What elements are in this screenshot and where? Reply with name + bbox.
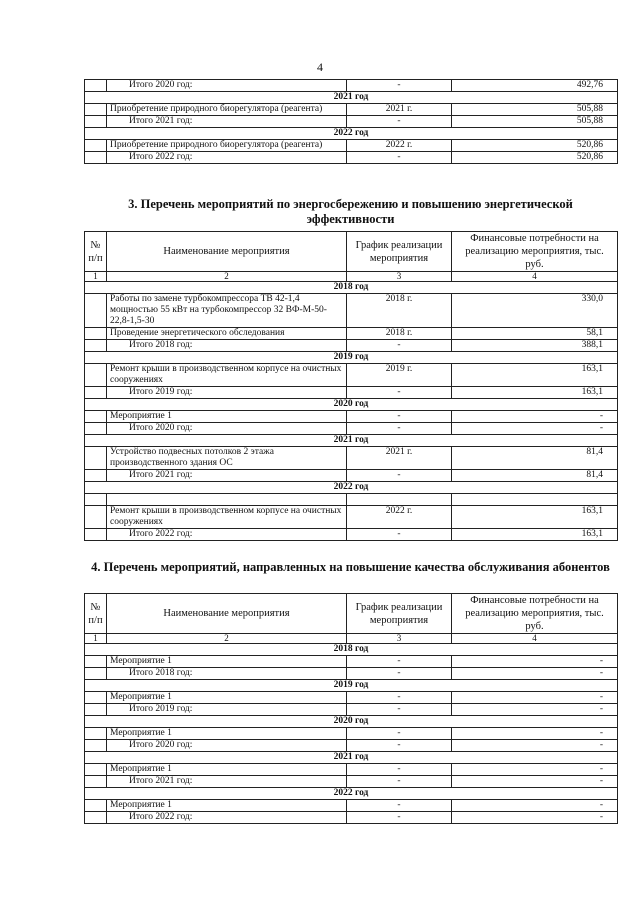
year-header-row [85, 644, 618, 656]
header-num: № п/п [85, 232, 107, 272]
schedule-cell: - [347, 470, 452, 482]
schedule-cell: - [347, 692, 452, 704]
num-cell [85, 704, 107, 716]
year-label: 2022 год [85, 128, 618, 140]
item-name: Проведение энергетического обследования [107, 328, 347, 340]
total-label: Итого 2021 год: [107, 116, 347, 128]
amount-cell: 505,88 [452, 104, 618, 116]
item-name: Мероприятие 1 [107, 411, 347, 423]
amount-cell: 492,76 [452, 80, 618, 92]
total-label: Итого 2022 год: [107, 529, 347, 541]
num-cell [85, 506, 107, 529]
schedule-cell: - [347, 340, 452, 352]
schedule-cell: - [347, 656, 452, 668]
amount-cell: 58,1 [452, 328, 618, 340]
item-row [85, 800, 618, 812]
item-row [85, 364, 618, 387]
index-1: 1 [85, 634, 107, 644]
schedule-cell: - [347, 764, 452, 776]
num-cell [85, 740, 107, 752]
schedule-cell: - [347, 529, 452, 541]
item-row [85, 764, 618, 776]
item-name: Ремонт крыши в производственном корпусе на очистных сооружениях [107, 364, 347, 387]
total-label: Итого 2020 год: [107, 80, 347, 92]
num-cell [85, 104, 107, 116]
num-cell [85, 494, 107, 506]
year-header-row [85, 716, 618, 728]
schedule-cell: - [347, 800, 452, 812]
item-name: Работы по замене турбокомпрессора ТВ 42-1,4 мощностью 55 кВт на турбокомпрессор 32 ВФ-М-50-22,8-1,5-30 [107, 294, 347, 328]
item-row [85, 294, 618, 328]
year-header-row [85, 352, 618, 364]
amount-cell: 163,1 [452, 529, 618, 541]
header-finance: Финансовые потребности на реализацию мероприятия, тыс. руб. [452, 594, 618, 634]
schedule-cell: - [347, 411, 452, 423]
index-3: 3 [347, 272, 452, 282]
amount-cell: - [452, 692, 618, 704]
year-label: 2018 год [85, 282, 618, 294]
item-name: Приобретение природного биорегулятора (реагента) [107, 140, 347, 152]
year-header-row [85, 282, 618, 294]
schedule-cell: - [347, 387, 452, 399]
item-name: Мероприятие 1 [107, 692, 347, 704]
schedule-cell: 2019 г. [347, 364, 452, 387]
item-name: Мероприятие 1 [107, 728, 347, 740]
num-cell [85, 423, 107, 435]
schedule-cell: - [347, 80, 452, 92]
column-index-row [85, 272, 618, 282]
header-name: Наименование мероприятия [107, 594, 347, 634]
num-cell [85, 411, 107, 423]
amount-cell: - [452, 704, 618, 716]
item-name: Мероприятие 1 [107, 764, 347, 776]
table-header-row [85, 232, 618, 272]
amount-cell: - [452, 656, 618, 668]
year-label: 2018 год [85, 644, 618, 656]
amount-cell: - [452, 740, 618, 752]
item-row [85, 104, 618, 116]
schedule-cell: 2018 г. [347, 294, 452, 328]
energy-saving-table [84, 231, 618, 541]
total-row [85, 80, 618, 92]
header-schedule: График реализации мероприятия [347, 232, 452, 272]
total-row [85, 340, 618, 352]
header-num: № п/п [85, 594, 107, 634]
item-row [85, 656, 618, 668]
amount-cell: - [452, 411, 618, 423]
num-cell [85, 692, 107, 704]
year-header-row [85, 435, 618, 447]
year-label: 2020 год [85, 716, 618, 728]
total-label: Итого 2021 год: [107, 470, 347, 482]
item-row [85, 328, 618, 340]
num-cell [85, 812, 107, 824]
amount-cell: 388,1 [452, 340, 618, 352]
schedule-cell: - [347, 728, 452, 740]
year-header-row [85, 788, 618, 800]
header-finance: Финансовые потребности на реализацию мероприятия, тыс. руб. [452, 232, 618, 272]
year-header-row [85, 128, 618, 140]
item-name: Устройство подвесных потолков 2 этажа производственного здания ОС [107, 447, 347, 470]
num-cell [85, 529, 107, 541]
total-row [85, 776, 618, 788]
header-name: Наименование мероприятия [107, 232, 347, 272]
schedule-cell: 2021 г. [347, 447, 452, 470]
num-cell [85, 294, 107, 328]
top-continuation-table [84, 79, 618, 164]
section-3-title: 3. Перечень мероприятий по энергосбережению и повышению энергетической эффективности [128, 197, 573, 226]
amount-cell: - [452, 800, 618, 812]
num-cell [85, 80, 107, 92]
amount-cell [452, 494, 618, 506]
schedule-cell: - [347, 812, 452, 824]
item-name: Приобретение природного биорегулятора (реагента) [107, 104, 347, 116]
total-row [85, 116, 618, 128]
num-cell [85, 340, 107, 352]
total-label: Итого 2022 год: [107, 152, 347, 164]
num-cell [85, 364, 107, 387]
top-table-body [85, 80, 618, 164]
total-label: Итого 2020 год: [107, 740, 347, 752]
num-cell [85, 764, 107, 776]
schedule-cell: 2018 г. [347, 328, 452, 340]
section-4-body [85, 644, 618, 824]
schedule-cell: - [347, 152, 452, 164]
total-row [85, 423, 618, 435]
year-label: 2021 год [85, 92, 618, 104]
schedule-cell [347, 494, 452, 506]
amount-cell: 81,4 [452, 447, 618, 470]
total-label: Итого 2022 год: [107, 812, 347, 824]
total-row [85, 668, 618, 680]
name-cell [107, 494, 347, 506]
num-cell [85, 140, 107, 152]
year-label: 2021 год [85, 752, 618, 764]
item-name: Мероприятие 1 [107, 800, 347, 812]
item-name: Ремонт крыши в производственном корпусе на очистных сооружениях [107, 506, 347, 529]
total-label: Итого 2021 год: [107, 776, 347, 788]
total-label: Итого 2019 год: [107, 704, 347, 716]
num-cell [85, 800, 107, 812]
schedule-cell: - [347, 776, 452, 788]
amount-cell: - [452, 776, 618, 788]
total-row [85, 152, 618, 164]
schedule-cell: - [347, 423, 452, 435]
amount-cell: 330,0 [452, 294, 618, 328]
num-cell [85, 387, 107, 399]
total-label: Итого 2019 год: [107, 387, 347, 399]
year-label: 2020 год [85, 399, 618, 411]
total-row [85, 387, 618, 399]
num-cell [85, 668, 107, 680]
item-row [85, 506, 618, 529]
total-label: Итого 2020 год: [107, 423, 347, 435]
amount-cell: 163,1 [452, 364, 618, 387]
amount-cell: 81,4 [452, 470, 618, 482]
index-4: 4 [452, 634, 618, 644]
total-label: Итого 2018 год: [107, 668, 347, 680]
schedule-cell: 2022 г. [347, 506, 452, 529]
total-row [85, 812, 618, 824]
schedule-cell: - [347, 116, 452, 128]
schedule-cell: 2021 г. [347, 104, 452, 116]
amount-cell: 163,1 [452, 506, 618, 529]
num-cell [85, 447, 107, 470]
index-2: 2 [107, 634, 347, 644]
index-2: 2 [107, 272, 347, 282]
schedule-cell: - [347, 704, 452, 716]
num-cell [85, 776, 107, 788]
item-row [85, 140, 618, 152]
blank-row [85, 494, 618, 506]
year-label: 2021 год [85, 435, 618, 447]
total-row [85, 529, 618, 541]
schedule-cell: 2022 г. [347, 140, 452, 152]
year-header-row [85, 482, 618, 494]
item-row [85, 447, 618, 470]
schedule-cell: - [347, 740, 452, 752]
column-index-row [85, 634, 618, 644]
section-3-body [85, 282, 618, 541]
section-4-title: 4. Перечень мероприятий, направленных на повышение качества обслуживания абонентов [91, 560, 610, 574]
amount-cell: 163,1 [452, 387, 618, 399]
num-cell [85, 656, 107, 668]
item-row [85, 692, 618, 704]
num-cell [85, 116, 107, 128]
table-header-row [85, 594, 618, 634]
year-label: 2019 год [85, 352, 618, 364]
year-header-row [85, 399, 618, 411]
year-label: 2019 год [85, 680, 618, 692]
item-name: Мероприятие 1 [107, 656, 347, 668]
amount-cell: - [452, 423, 618, 435]
total-row [85, 740, 618, 752]
header-schedule: График реализации мероприятия [347, 594, 452, 634]
amount-cell: - [452, 728, 618, 740]
item-row [85, 728, 618, 740]
index-1: 1 [85, 272, 107, 282]
amount-cell: - [452, 812, 618, 824]
num-cell [85, 728, 107, 740]
num-cell [85, 470, 107, 482]
num-cell [85, 152, 107, 164]
amount-cell: 520,86 [452, 140, 618, 152]
service-quality-table [84, 593, 618, 824]
year-label: 2022 год [85, 482, 618, 494]
year-header-row [85, 752, 618, 764]
amount-cell: 505,88 [452, 116, 618, 128]
page-number: 4 [317, 60, 323, 74]
total-label: Итого 2018 год: [107, 340, 347, 352]
total-row [85, 470, 618, 482]
index-3: 3 [347, 634, 452, 644]
schedule-cell: - [347, 668, 452, 680]
year-header-row [85, 92, 618, 104]
amount-cell: 520,86 [452, 152, 618, 164]
amount-cell: - [452, 764, 618, 776]
num-cell [85, 328, 107, 340]
total-row [85, 704, 618, 716]
year-label: 2022 год [85, 788, 618, 800]
year-header-row [85, 680, 618, 692]
item-row [85, 411, 618, 423]
index-4: 4 [452, 272, 618, 282]
amount-cell: - [452, 668, 618, 680]
